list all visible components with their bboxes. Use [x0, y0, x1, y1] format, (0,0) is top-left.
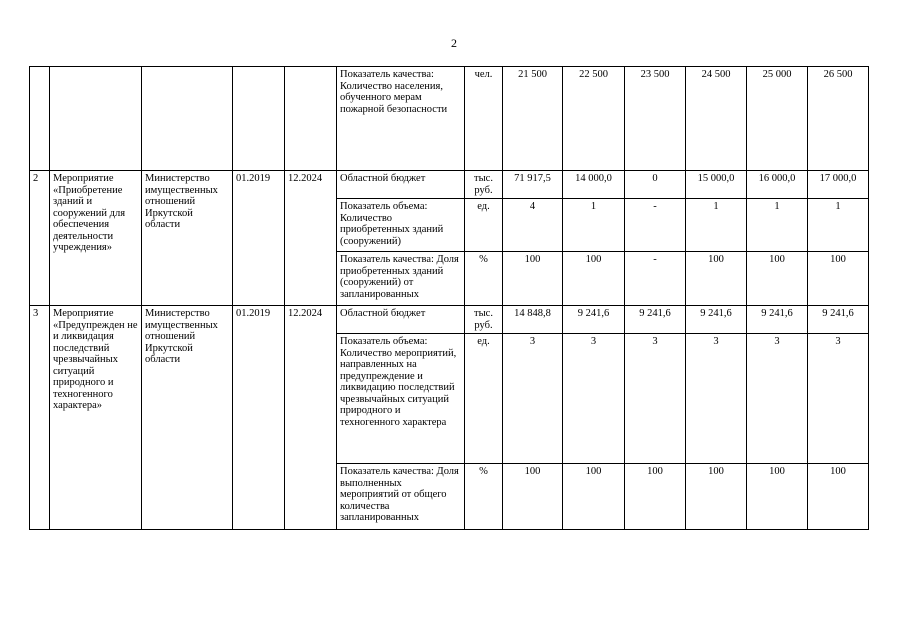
value-cell: 9 241,6: [808, 306, 869, 334]
value-cell: 1: [686, 199, 747, 252]
item-end-date: 12.2024: [285, 171, 337, 306]
value-cell: 71 917,5: [503, 171, 563, 199]
empty-cell: [50, 67, 142, 171]
value-cell: 100: [625, 464, 686, 530]
indicator-cell: Показатель качества: Доля выполненных мероприятий от общего количества запланированных: [337, 464, 465, 530]
item-name: Мероприятие «Приобретение зданий и сооружений для обеспечения деятельности учреждения»: [50, 171, 142, 306]
value-cell: 100: [563, 464, 625, 530]
value-cell: 14 848,8: [503, 306, 563, 334]
value-cell: 1: [563, 199, 625, 252]
item-start-date: 01.2019: [233, 171, 285, 306]
table-row: [30, 67, 869, 171]
value-cell: 24 500: [686, 67, 747, 171]
unit-cell: ед.: [465, 199, 503, 252]
indicator-cell: Показатель качества: Доля приобретенных зданий (сооружений) от запланированных: [337, 252, 465, 306]
value-cell: 100: [808, 464, 869, 530]
value-cell: 26 500: [808, 67, 869, 171]
value-cell: 3: [563, 334, 625, 464]
item-end-date: 12.2024: [285, 306, 337, 530]
item-name: Мероприятие «Предупрежден не и ликвидация последствий чрезвычайных ситуаций природного и техногенного характера»: [50, 306, 142, 530]
unit-cell: ед.: [465, 334, 503, 464]
value-cell: 0: [625, 171, 686, 199]
value-cell: 22 500: [563, 67, 625, 171]
empty-cell: [142, 67, 233, 171]
table-row: [30, 171, 869, 199]
unit-cell: %: [465, 464, 503, 530]
value-cell: 3: [686, 334, 747, 464]
unit-cell: чел.: [465, 67, 503, 171]
empty-cell: [285, 67, 337, 171]
value-cell: 100: [686, 252, 747, 306]
value-cell: 9 241,6: [686, 306, 747, 334]
value-cell: 4: [503, 199, 563, 252]
value-cell: -: [625, 252, 686, 306]
value-cell: 9 241,6: [747, 306, 808, 334]
value-cell: 16 000,0: [747, 171, 808, 199]
value-cell: 100: [808, 252, 869, 306]
value-cell: 23 500: [625, 67, 686, 171]
unit-cell: тыс. руб.: [465, 171, 503, 199]
value-cell: 21 500: [503, 67, 563, 171]
value-cell: 25 000: [747, 67, 808, 171]
value-cell: 3: [747, 334, 808, 464]
value-cell: 1: [747, 199, 808, 252]
page-number: 2: [451, 36, 457, 50]
value-cell: 17 000,0: [808, 171, 869, 199]
empty-cell: [233, 67, 285, 171]
indicator-cell: Показатель объема: Количество приобретенных зданий (сооружений): [337, 199, 465, 252]
unit-cell: %: [465, 252, 503, 306]
value-cell: 9 241,6: [563, 306, 625, 334]
value-cell: 3: [503, 334, 563, 464]
item-executor: Министерство имущественных отношений Иркутской области: [142, 171, 233, 306]
value-cell: 15 000,0: [686, 171, 747, 199]
table-row: [30, 306, 869, 334]
indicator-cell: Областной бюджет: [337, 306, 465, 334]
value-cell: 100: [503, 464, 563, 530]
value-cell: 3: [808, 334, 869, 464]
value-cell: 3: [625, 334, 686, 464]
value-cell: 100: [747, 252, 808, 306]
item-executor: Министерство имущественных отношений Иркутской области: [142, 306, 233, 530]
item-start-date: 01.2019: [233, 306, 285, 530]
empty-cell: [30, 67, 50, 171]
indicator-cell: Областной бюджет: [337, 171, 465, 199]
item-number: 2: [30, 171, 50, 306]
value-cell: 1: [808, 199, 869, 252]
value-cell: 100: [503, 252, 563, 306]
unit-cell: тыс. руб.: [465, 306, 503, 334]
item-number: 3: [30, 306, 50, 530]
value-cell: 100: [686, 464, 747, 530]
program-table: [29, 66, 869, 530]
indicator-cell: Показатель объема: Количество мероприятий, направленных на предупреждение и ликвидацию последствий чрезвычайных ситуаций природного и техногенного характера: [337, 334, 465, 464]
value-cell: 100: [563, 252, 625, 306]
value-cell: -: [625, 199, 686, 252]
value-cell: 9 241,6: [625, 306, 686, 334]
value-cell: 14 000,0: [563, 171, 625, 199]
value-cell: 100: [747, 464, 808, 530]
indicator-cell: Показатель качества: Количество населения, обученного мерам пожарной безопасности: [337, 67, 465, 171]
